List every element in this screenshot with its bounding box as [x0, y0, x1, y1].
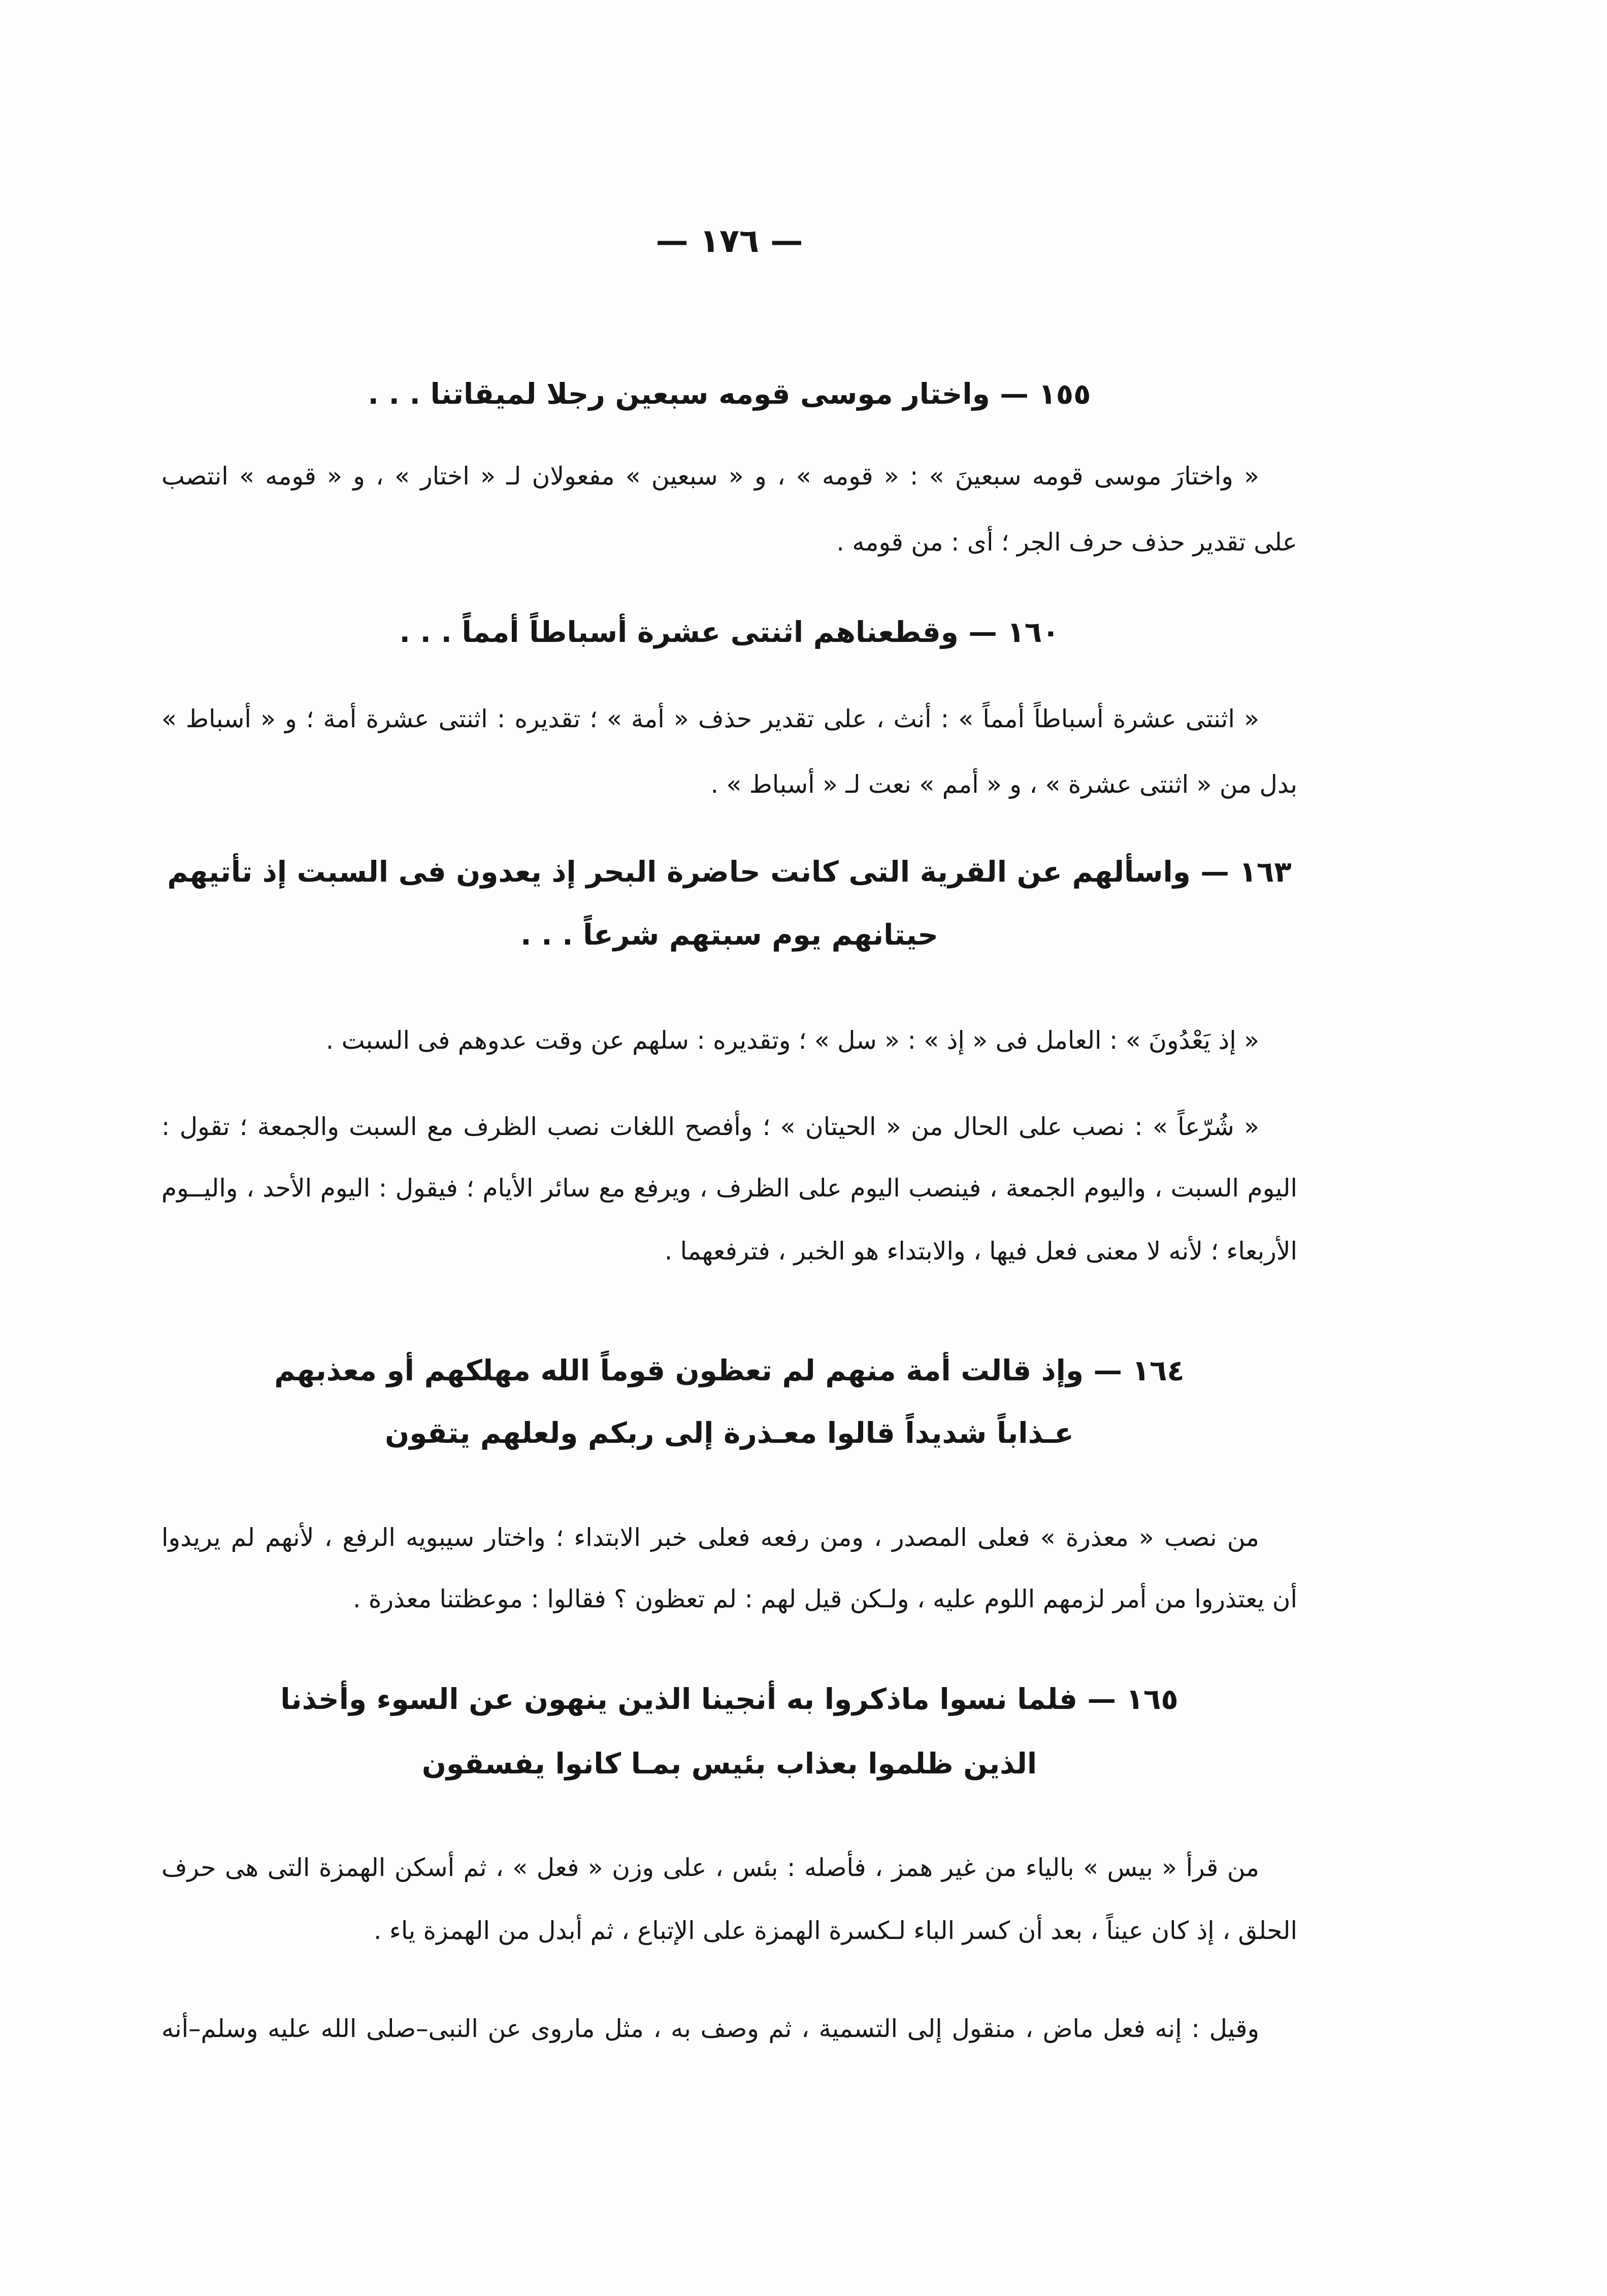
paragraph-line: بدل من « اثنتى عشرة » ، و « أمم » نعت لـ « أسباط » .: [710, 770, 1297, 799]
paragraph-line: اليوم السبت ، واليوم الجمعة ، فينصب اليوم على الظرف ، ويرفع مع سائر الأيام ؛ فيقول : اليوم الأحد ، واليــوم: [161, 1174, 1297, 1203]
verse-line: ١٦٣ — واسألهم عن القرية التى كانت حاضرة البحر إذ يعدون فى السبت إذ تأتيهم: [167, 856, 1292, 889]
paragraph-line: « واختارَ موسى قومه سبعينَ » : « قومه » ، و « سبعين » مفعولان لـ « اختار » ، و « قومه » انتصب: [161, 462, 1259, 491]
paragraph-line: « إذ يَعْدُونَ » : العامل فى « إذ » : « سل » ؛ وتقديره : سلهم عن وقت عدوهم فى السبت .: [325, 1026, 1259, 1055]
page-number: — ١٧٦ —: [655, 222, 803, 260]
paragraph-line: « اثنتى عشرة أسباطاً أمماً » : أنث ، على تقدير حذف « أمة » ؛ تقديره : اثنتى عشرة أمة ؛ و « أسباط »: [161, 705, 1259, 733]
paragraph-line: « شُرّعاً » : نصب على الحال من « الحيتان » ؛ وأفصح اللغات نصب الظرف مع السبت والجمعة ؛ تقول :: [161, 1113, 1259, 1141]
verse-line: ١٥٥ — واختار موسى قومه سبعين رجلا لميقاتنا . . .: [368, 378, 1091, 411]
paragraph-line: الحلق ، إذ كان عيناً ، بعد أن كسر الباء لـكسرة الهمزة على الإتباع ، ثم أبدل من الهمزة ياء .: [373, 1917, 1297, 1945]
verse-line: حيتانهم يوم سبتهم شرعاً . . .: [520, 919, 938, 952]
verse-line: ١٦٠ — وقطعناهم اثنتى عشرة أسباطاً أمماً . . .: [399, 616, 1060, 649]
paragraph-line: الأربعاء ؛ لأنه لا معنى فعل فيها ، والابتداء هو الخبر ، فترفعهما .: [664, 1237, 1297, 1266]
verse-line: عـذاباً شديداً قالوا معـذرة إلى ربكم ولعلهم يتقون: [385, 1417, 1074, 1450]
paragraph-line: من نصب « معذرة » فعلى المصدر ، ومن رفعه فعلى خبر الابتداء ؛ واختار سيبويه الرفع ، لأنهم لم يريدوا: [161, 1524, 1259, 1552]
verse-line: ١٦٥ — فلما نسوا ماذكروا به أنجينا الذين ينهون عن السوء وأخذنا: [280, 1683, 1178, 1716]
verse-line: الذين ظلموا بعذاب بئيس بمـا كانوا يفسقون: [421, 1748, 1037, 1781]
verse-line: ١٦٤ — وإذ قالت أمة منهم لم تعظون قوماً الله مهلكهم أو معذبهم: [274, 1354, 1185, 1387]
paragraph-line: من قرأ « بيس » بالياء من غير همز ، فأصله : بئس ، على وزن « فعل » ، ثم أسكن الهمزة التى هى حرف: [161, 1854, 1259, 1882]
paragraph-line: وقيل : إنه فعل ماض ، منقول إلى التسمية ، ثم وصف به ، مثل ماروى عن النبى–صلى الله عليه وسلم–أنه: [161, 2015, 1259, 2043]
paragraph-line: على تقدير حذف حرف الجر ؛ أى : من قومه .: [836, 528, 1297, 557]
paragraph-line: أن يعتذروا من أمر لزمهم اللوم عليه ، ولـكن قيل لهم : لم تعظون ؟ فقالوا : موعظتنا معذرة .: [352, 1585, 1297, 1613]
